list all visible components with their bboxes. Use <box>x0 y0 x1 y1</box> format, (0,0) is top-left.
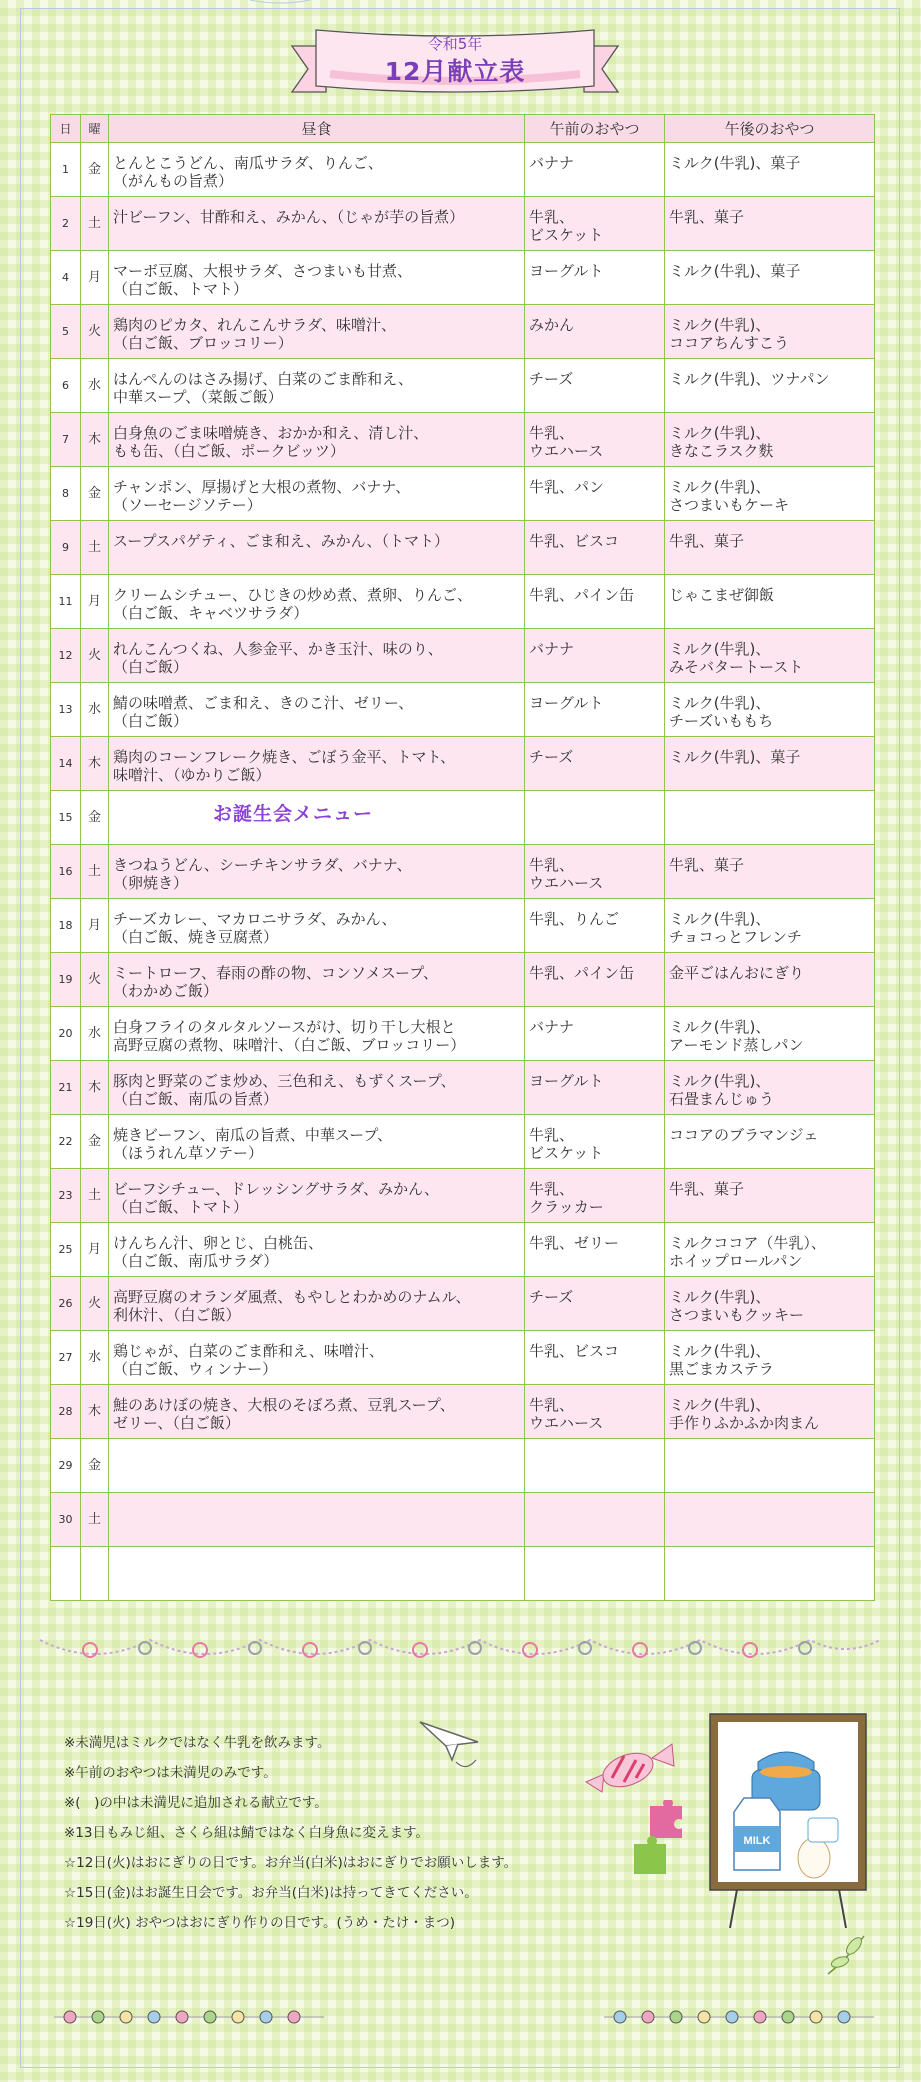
table-row <box>51 143 875 197</box>
am-snack-cell <box>525 737 665 791</box>
am-snack-cell-line1: 牛乳、パン <box>529 478 605 496</box>
leaf-icon <box>824 1930 870 1980</box>
weekday-cell: 月 <box>81 575 109 629</box>
table-row <box>51 1385 875 1439</box>
am-snack-cell-line1: みかん <box>529 316 575 334</box>
lunch-cell <box>109 1007 525 1061</box>
weekday-cell: 月 <box>81 1223 109 1277</box>
am-snack-cell <box>525 1331 665 1385</box>
day-cell: 25 <box>51 1223 81 1277</box>
table-row <box>51 899 875 953</box>
pm-snack-cell <box>665 521 875 575</box>
am-snack-cell-line1: ヨーグルト <box>529 1072 604 1090</box>
table-row <box>51 1439 875 1493</box>
table-row <box>51 1061 875 1115</box>
day-cell: 27 <box>51 1331 81 1385</box>
table-row <box>51 467 875 521</box>
pm-snack-cell <box>665 413 875 467</box>
lunch-cell <box>109 251 525 305</box>
note-item: ※( )の中は未満児に追加される献立です。 <box>64 1795 328 1811</box>
pm-snack-cell <box>665 305 875 359</box>
lunch-cell-line2: （わかめご飯） <box>113 982 219 1000</box>
pm-snack-cell <box>665 845 875 899</box>
am-snack-cell <box>525 1385 665 1439</box>
weekday-cell: 木 <box>81 1385 109 1439</box>
table-row <box>51 1223 875 1277</box>
weekday-cell: 水 <box>81 1331 109 1385</box>
note-item: ☆15日(金)はお誕生日会です。お弁当(白米)は持ってきてください。 <box>64 1885 478 1901</box>
weekday-cell: 木 <box>81 737 109 791</box>
table-row <box>51 1331 875 1385</box>
lunch-cell-line2: （白ご飯、トマト） <box>113 280 249 298</box>
table-row <box>51 575 875 629</box>
table-header-row <box>51 115 875 143</box>
day-cell: 16 <box>51 845 81 899</box>
pm-snack-cell <box>665 1223 875 1277</box>
lunch-cell <box>109 737 525 791</box>
day-cell: 9 <box>51 521 81 575</box>
col-weekday: 曜 <box>81 115 109 143</box>
lunch-cell-line1: 鯖の味噌煮、ごま和え、きのこ汁、ゼリー、 <box>113 694 414 712</box>
pm-snack-cell <box>665 1493 875 1547</box>
lunch-cell-line2: ゼリー、（白ご飯） <box>113 1414 240 1432</box>
weekday-cell: 木 <box>81 413 109 467</box>
pm-snack-cell-line2: みそバタートースト <box>669 658 804 676</box>
day-cell: 2 <box>51 197 81 251</box>
lunch-cell-line1: 高野豆腐のオランダ風煮、もやしとわかめのナムル、 <box>113 1288 471 1306</box>
lunch-cell <box>109 359 525 413</box>
pm-snack-cell <box>665 197 875 251</box>
lunch-cell <box>109 143 525 197</box>
am-snack-cell-line1: 牛乳、ビスコ <box>529 1342 620 1360</box>
paper-plane-icon <box>418 1716 488 1772</box>
era-label: 令和5年 <box>427 35 483 53</box>
pm-snack-cell-line1: ミルク(牛乳)、 <box>669 424 771 442</box>
am-snack-cell <box>525 413 665 467</box>
am-snack-cell-line2: ビスケット <box>529 1144 604 1162</box>
pm-snack-cell-line2: ココアちんすこう <box>669 334 790 352</box>
pm-snack-cell-line1: ミルク(牛乳)、菓子 <box>669 748 801 766</box>
pm-snack-cell-line2: さつまいもケーキ <box>669 496 790 514</box>
lunch-cell-line2: （白ご飯、南瓜サラダ） <box>113 1252 279 1270</box>
pm-snack-cell <box>665 1547 875 1601</box>
pm-snack-cell-line2: さつまいもクッキー <box>669 1306 805 1324</box>
am-snack-cell-line1: チーズ <box>529 370 574 388</box>
lunch-cell-line1: 鶏肉のピカタ、れんこんサラダ、味噌汁、 <box>113 316 397 334</box>
am-snack-cell <box>525 1169 665 1223</box>
lunch-cell-line1: チャンポン、厚揚げと大根の煮物、バナナ、 <box>113 478 411 496</box>
pm-snack-cell <box>665 791 875 845</box>
day-cell: 11 <box>51 575 81 629</box>
am-snack-cell <box>525 1439 665 1493</box>
lunch-cell <box>109 845 525 899</box>
weekday-cell: 金 <box>81 1115 109 1169</box>
am-snack-cell-line1: 牛乳、 <box>529 856 575 874</box>
table-row <box>51 197 875 251</box>
am-snack-cell-line1: 牛乳、 <box>529 1126 575 1144</box>
lunch-cell <box>109 1061 525 1115</box>
table-row <box>51 1493 875 1547</box>
weekday-cell: 土 <box>81 197 109 251</box>
pm-snack-cell-line2: ホイップロールパン <box>669 1252 803 1270</box>
am-snack-cell <box>525 629 665 683</box>
day-cell: 30 <box>51 1493 81 1547</box>
day-cell: 6 <box>51 359 81 413</box>
lunch-cell-line1: チーズカレー、マカロニサラダ、みかん、 <box>113 910 397 928</box>
am-snack-cell-line2: クラッカー <box>529 1198 604 1216</box>
day-cell: 12 <box>51 629 81 683</box>
lunch-cell-line1: 白身魚のごま味噌焼き、おかか和え、清し汁、 <box>113 424 429 442</box>
am-snack-cell-line1: 牛乳、 <box>529 424 575 442</box>
am-snack-cell-line2: ウエハース <box>529 442 604 460</box>
am-snack-cell <box>525 251 665 305</box>
pm-snack-cell-line2: 手作りふかふか肉まん <box>669 1414 820 1432</box>
pm-snack-cell-line1: ミルク(牛乳)、菓子 <box>669 154 801 172</box>
table-row <box>51 359 875 413</box>
lunch-cell-line1: きつねうどん、シーチキンサラダ、バナナ、 <box>113 856 412 874</box>
lunch-cell-line1: クリームシチュー、ひじきの炒め煮、煮卵、りんご、 <box>113 586 472 604</box>
am-snack-cell-line1: バナナ <box>529 1018 575 1036</box>
lunch-cell-line2: （ほうれん草ソテー） <box>113 1144 264 1162</box>
am-snack-cell-line1: バナナ <box>529 640 575 658</box>
lunch-cell-line2: （白ご飯、ウィンナー） <box>113 1360 278 1378</box>
lunch-cell-line2: もも缶、（白ご飯、ポークビッツ） <box>113 442 345 460</box>
day-cell: 18 <box>51 899 81 953</box>
lunch-cell <box>109 953 525 1007</box>
pm-snack-cell <box>665 683 875 737</box>
lunch-cell-line2: 味噌汁、（ゆかりご飯） <box>113 766 271 784</box>
col-pm-snack: 午後のおやつ <box>665 115 875 143</box>
table-row <box>51 629 875 683</box>
day-cell <box>51 1547 81 1601</box>
day-cell: 5 <box>51 305 81 359</box>
table-row <box>51 251 875 305</box>
pm-snack-cell-line1: 牛乳、菓子 <box>669 532 745 550</box>
pm-snack-cell-line1: ミルク(牛乳)、菓子 <box>669 262 801 280</box>
top-arc-decoration <box>0 0 921 8</box>
am-snack-cell-line1: ヨーグルト <box>529 262 604 280</box>
pm-snack-cell-line1: じゃこまぜ御飯 <box>669 586 775 604</box>
weekday-cell: 土 <box>81 1169 109 1223</box>
am-snack-cell-line1: 牛乳、ゼリー <box>529 1234 620 1252</box>
lunch-cell <box>109 305 525 359</box>
pm-snack-cell <box>665 629 875 683</box>
lunch-cell-line1: 鶏じゃが、白菜のごま酢和え、味噌汁、 <box>113 1342 384 1360</box>
table-row <box>51 305 875 359</box>
lunch-cell-line1: れんこんつくね、人参金平、かき玉汁、味のり、 <box>113 640 443 658</box>
note-item: ※13日もみじ組、さくら組は鯖ではなく白身魚に変えます。 <box>64 1825 429 1841</box>
am-snack-cell-line1: チーズ <box>529 748 574 766</box>
am-snack-cell-line1: 牛乳、りんご <box>529 910 620 928</box>
pm-snack-cell <box>665 899 875 953</box>
lunch-cell-line2: （がんもの旨煮） <box>113 172 234 190</box>
pm-snack-cell-line1: ココアのブラマンジェ <box>669 1126 819 1144</box>
am-snack-cell-line1: 牛乳、パイン缶 <box>529 964 635 982</box>
day-cell: 7 <box>51 413 81 467</box>
pm-snack-cell-line1: ミルク(牛乳)、 <box>669 1342 771 1360</box>
pm-snack-cell-line2: アーモンド蒸しパン <box>669 1036 804 1054</box>
lunch-cell-line1: 焼きビーフン、南瓜の旨煮、中華スープ、 <box>113 1126 393 1144</box>
am-snack-cell <box>525 1493 665 1547</box>
weekday-cell: 月 <box>81 251 109 305</box>
lunch-cell-line2: （白ご飯、ブロッコリー） <box>113 334 293 352</box>
table-row <box>51 1547 875 1601</box>
am-snack-cell-line2: ウエハース <box>529 1414 604 1432</box>
lunch-cell-line2: （白ご飯、トマト） <box>113 1198 249 1216</box>
lunch-cell-line2: （白ご飯、南瓜の旨煮） <box>113 1090 279 1108</box>
table-row <box>51 521 875 575</box>
lunch-cell-line1: ミートローフ、春雨の酢の物、コンソメスープ、 <box>113 964 439 982</box>
lunch-cell-line2: （白ご飯、焼き豆腐煮） <box>113 928 279 946</box>
note-item: ☆12日(火)はおにぎりの日です。お弁当(白米)はおにぎりでお願いします。 <box>64 1855 518 1871</box>
table-row <box>51 683 875 737</box>
table-row <box>51 1169 875 1223</box>
lunch-cell-line1: マーボ豆腐、大根サラダ、さつまいも甘煮、 <box>113 262 412 280</box>
lunch-cell-line2: （白ご飯） <box>113 658 189 676</box>
lunch-cell-line1: 豚肉と野菜のごま炒め、三色和え、もずくスープ、 <box>113 1072 456 1090</box>
milk-picture-easel <box>704 1708 872 1930</box>
pm-snack-cell-line1: 金平ごはんおにぎり <box>669 964 805 982</box>
am-snack-cell <box>525 1007 665 1061</box>
weekday-cell <box>81 1547 109 1601</box>
weekday-cell: 火 <box>81 305 109 359</box>
pm-snack-cell-line1: ミルク(牛乳)、ツナパン <box>669 370 830 388</box>
am-snack-cell <box>525 143 665 197</box>
am-snack-cell-line2: ウエハース <box>529 874 604 892</box>
day-cell: 15 <box>51 791 81 845</box>
pm-snack-cell <box>665 1385 875 1439</box>
am-snack-cell <box>525 1115 665 1169</box>
am-snack-cell <box>525 575 665 629</box>
note-item: ※午前のおやつは未満児のみです。 <box>64 1765 277 1781</box>
pm-snack-cell-line1: ミルク(牛乳)、 <box>669 1288 771 1306</box>
day-cell: 23 <box>51 1169 81 1223</box>
lunch-cell-line1: けんちん汁、卵とじ、白桃缶、 <box>113 1234 324 1252</box>
note-item: ☆19日(火) おやつはおにぎり作りの日です。(うめ・たけ・まつ) <box>64 1915 456 1931</box>
weekday-cell: 火 <box>81 1277 109 1331</box>
weekday-cell: 土 <box>81 1493 109 1547</box>
pm-snack-cell-line1: ミルク(牛乳)、 <box>669 316 771 334</box>
day-cell: 20 <box>51 1007 81 1061</box>
lunch-cell-line2: （白ご飯） <box>113 712 189 730</box>
lunch-cell-line1: 鮭のあけぼの焼き、大根のそぼろ煮、豆乳スープ、 <box>113 1396 455 1414</box>
page-title: 12月献立表 <box>384 57 526 86</box>
am-snack-cell-line2: ビスケット <box>529 226 604 244</box>
am-snack-cell <box>525 953 665 1007</box>
am-snack-cell <box>525 1223 665 1277</box>
table-row <box>51 1115 875 1169</box>
am-snack-cell <box>525 899 665 953</box>
pm-snack-cell <box>665 1277 875 1331</box>
weekday-cell: 土 <box>81 845 109 899</box>
table-row <box>51 1007 875 1061</box>
day-cell: 1 <box>51 143 81 197</box>
pm-snack-cell <box>665 737 875 791</box>
pm-snack-cell-line1: ミルク(牛乳)、 <box>669 1018 771 1036</box>
day-cell: 13 <box>51 683 81 737</box>
lunch-cell <box>109 1547 525 1601</box>
table-row <box>51 845 875 899</box>
pm-snack-cell-line1: ミルクココア（牛乳）、 <box>669 1234 826 1252</box>
col-day: 日 <box>51 115 81 143</box>
weekday-cell: 火 <box>81 953 109 1007</box>
day-cell: 29 <box>51 1439 81 1493</box>
lunch-cell <box>109 1223 525 1277</box>
pm-snack-cell-line1: ミルク(牛乳)、 <box>669 1072 771 1090</box>
note-item: ※未満児はミルクではなく牛乳を飲みます。 <box>64 1735 331 1751</box>
puzzle-pieces-icon <box>630 1800 690 1882</box>
day-cell: 14 <box>51 737 81 791</box>
am-snack-cell-line1: ヨーグルト <box>529 694 604 712</box>
pm-snack-cell-line1: ミルク(牛乳)、 <box>669 910 771 928</box>
lunch-cell-line1: ビーフシチュー、ドレッシングサラダ、みかん、 <box>113 1180 440 1198</box>
lunch-cell-line1: とんとこうどん、南瓜サラダ、りんご、 <box>113 154 383 172</box>
weekday-cell: 金 <box>81 1439 109 1493</box>
bead-string-right <box>604 2006 874 2028</box>
lunch-cell <box>109 1331 525 1385</box>
lunch-cell <box>109 1169 525 1223</box>
lunch-cell-line2: （白ご飯、キャベツサラダ） <box>113 604 309 622</box>
pm-snack-cell <box>665 1169 875 1223</box>
pm-snack-cell-line2: 黒ごまカステラ <box>669 1360 774 1378</box>
weekday-cell: 火 <box>81 629 109 683</box>
pm-snack-cell <box>665 251 875 305</box>
lunch-cell-line1: 白身フライのタルタルソースがけ、切り干し大根と <box>113 1018 456 1036</box>
day-cell: 19 <box>51 953 81 1007</box>
lunch-cell <box>109 467 525 521</box>
col-am-snack: 午前のおやつ <box>525 115 665 143</box>
weekday-cell: 金 <box>81 791 109 845</box>
weekday-cell: 木 <box>81 1061 109 1115</box>
am-snack-cell <box>525 791 665 845</box>
table-row <box>51 953 875 1007</box>
am-snack-cell <box>525 1061 665 1115</box>
garland-decoration <box>40 1628 880 1688</box>
pm-snack-cell-line2: 石畳まんじゅう <box>669 1090 775 1108</box>
day-cell: 22 <box>51 1115 81 1169</box>
am-snack-cell-line1: 牛乳、 <box>529 1180 575 1198</box>
pm-snack-cell <box>665 143 875 197</box>
table-row <box>51 1277 875 1331</box>
lunch-cell-line1: はんぺんのはさみ揚げ、白菜のごま酢和え、 <box>113 370 414 388</box>
am-snack-cell <box>525 197 665 251</box>
am-snack-cell <box>525 683 665 737</box>
title-ribbon <box>290 28 620 100</box>
lunch-cell-line2: （卵焼き） <box>113 874 189 892</box>
lunch-cell-line1: スープスパゲティ、ごま和え、みかん、（トマト） <box>113 532 450 550</box>
lunch-cell <box>109 629 525 683</box>
am-snack-cell <box>525 305 665 359</box>
lunch-cell <box>109 791 525 845</box>
pm-snack-cell <box>665 359 875 413</box>
day-cell: 21 <box>51 1061 81 1115</box>
am-snack-cell-line1: 牛乳、 <box>529 1396 575 1414</box>
am-snack-cell <box>525 467 665 521</box>
am-snack-cell-line1: 牛乳、パイン缶 <box>529 586 635 604</box>
lunch-cell-line2: 利休汁、（白ご飯） <box>113 1306 241 1324</box>
lunch-cell <box>109 197 525 251</box>
pm-snack-cell-line1: 牛乳、菓子 <box>669 856 745 874</box>
lunch-cell <box>109 1277 525 1331</box>
pm-snack-cell <box>665 467 875 521</box>
lunch-cell <box>109 1385 525 1439</box>
am-snack-cell-line1: チーズ <box>529 1288 574 1306</box>
lunch-cell-line2: 高野豆腐の煮物、味噌汁、（白ご飯、ブロッコリー） <box>113 1036 466 1054</box>
pm-snack-cell-line1: 牛乳、菓子 <box>669 1180 745 1198</box>
col-lunch: 昼食 <box>109 115 525 143</box>
weekday-cell: 水 <box>81 359 109 413</box>
candy-icon <box>582 1738 678 1798</box>
pm-snack-cell-line1: ミルク(牛乳)、 <box>669 694 771 712</box>
weekday-cell: 月 <box>81 899 109 953</box>
weekday-cell: 金 <box>81 143 109 197</box>
lunch-cell-line1: 鶏肉のコーンフレーク焼き、ごぼう金平、トマト、 <box>113 748 456 766</box>
am-snack-cell <box>525 359 665 413</box>
bead-string-left <box>54 2006 324 2028</box>
am-snack-cell-line1: バナナ <box>529 154 575 172</box>
pm-snack-cell-line1: ミルク(牛乳)、 <box>669 640 771 658</box>
lunch-cell <box>109 575 525 629</box>
pm-snack-cell <box>665 1007 875 1061</box>
lunch-cell <box>109 1439 525 1493</box>
pm-snack-cell <box>665 1331 875 1385</box>
menu-table <box>50 114 875 1601</box>
weekday-cell: 土 <box>81 521 109 575</box>
pm-snack-cell-line2: チーズいももち <box>669 712 774 730</box>
am-snack-cell-line1: 牛乳、ビスコ <box>529 532 620 550</box>
day-cell: 28 <box>51 1385 81 1439</box>
birthday-menu-label: お誕生会メニュー <box>213 803 374 825</box>
pm-snack-cell-line1: 牛乳、菓子 <box>669 208 745 226</box>
pm-snack-cell <box>665 1439 875 1493</box>
pm-snack-cell <box>665 1115 875 1169</box>
day-cell: 4 <box>51 251 81 305</box>
lunch-cell-line2: （ソーセージソテー） <box>113 496 262 514</box>
pm-snack-cell-line1: ミルク(牛乳)、 <box>669 478 771 496</box>
lunch-cell <box>109 413 525 467</box>
milk-label: MILK <box>743 1835 771 1847</box>
pm-snack-cell-line1: ミルク(牛乳)、 <box>669 1396 771 1414</box>
am-snack-cell-line1: 牛乳、 <box>529 208 575 226</box>
lunch-cell <box>109 683 525 737</box>
am-snack-cell <box>525 1547 665 1601</box>
lunch-cell <box>109 521 525 575</box>
lunch-cell <box>109 1115 525 1169</box>
table-row <box>51 737 875 791</box>
table-row <box>51 413 875 467</box>
pm-snack-cell <box>665 1061 875 1115</box>
weekday-cell: 水 <box>81 1007 109 1061</box>
am-snack-cell <box>525 1277 665 1331</box>
lunch-cell <box>109 899 525 953</box>
lunch-cell-line2: 中華スープ、（菜飯ご飯） <box>113 388 283 406</box>
am-snack-cell <box>525 845 665 899</box>
day-cell: 8 <box>51 467 81 521</box>
weekday-cell: 水 <box>81 683 109 737</box>
pm-snack-cell-line2: チョコっとフレンチ <box>669 928 802 946</box>
pm-snack-cell-line2: きなこラスク麩 <box>669 442 774 460</box>
am-snack-cell <box>525 521 665 575</box>
lunch-cell-line1: 汁ビーフン、甘酢和え、みかん、（じゃが芋の旨煮） <box>113 208 465 226</box>
day-cell: 26 <box>51 1277 81 1331</box>
lunch-cell <box>109 1493 525 1547</box>
table-row <box>51 791 875 845</box>
pm-snack-cell <box>665 575 875 629</box>
weekday-cell: 金 <box>81 467 109 521</box>
pm-snack-cell <box>665 953 875 1007</box>
